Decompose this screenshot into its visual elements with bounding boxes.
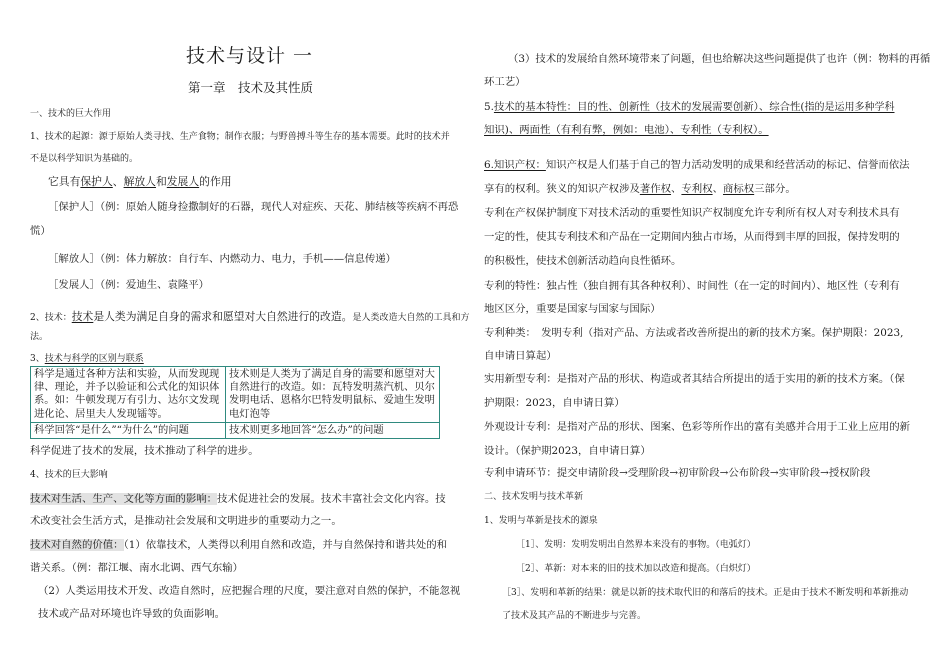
text: 它具有 <box>48 175 81 188</box>
patent-process: 专利申请环节：提交申请阶段→受理阶段→初审阶段→公布阶段→实审阶段→授权阶段 <box>484 467 871 479</box>
text: 是人类为满足自身的需求和愿望对大自然进行的改造。 <box>93 310 353 323</box>
term-develop: 发展人 <box>166 175 200 188</box>
section-heading: 一、技术的巨大作用 <box>30 109 112 119</box>
env-problem: （3）技术的发展给自然环境带来了问题，但也给解决这些问题提供了也许（例：物料的再循 <box>508 53 931 65</box>
patent-kinds-cont: 自申请日算起） <box>484 350 557 362</box>
term-patent: 专利权 <box>681 183 713 195</box>
utility-patent-cont: 护期限：2023，自申请日算） <box>484 397 625 409</box>
protect-example-cont: 慌） <box>30 225 51 237</box>
science-question-cell: 科学回答“是什么”“为什么”的问题 <box>31 422 226 438</box>
text: （1）依靠技术，人类得以利用自然和改造，并与自然保持和谐共处的和 <box>123 539 448 551</box>
ip-definition-cont <box>484 180 796 195</box>
technology-cell: 技术则是人类为了满足自身的需要和愿望对大自然进行的改造。如：瓦特发明蒸汽机、贝尔发明电话、恩格尔巴特发明鼠标、爱迪生发明电灯泡等 <box>226 367 440 423</box>
section-heading: 二、技术发明与技术革新 <box>484 492 584 502</box>
text: 、 <box>671 183 682 195</box>
science-cell: 科学是通过各种方法和实验，从而发现现律、理论，并予以验证和公式化的知识体系。如：牛顿发现万有引力、达尔文发现进化论、居里夫人发现镭等。 <box>31 367 226 423</box>
text: 指的是运用多种学科 <box>804 102 895 113</box>
definition-line <box>30 305 469 324</box>
highlight-label: 技术对生活、生产、文化等方面的影响： <box>30 493 218 505</box>
result-item-cont: 了技术及其产品的不断进步与完善。 <box>502 611 647 621</box>
text: 和 <box>155 175 167 188</box>
impact-nature-cont: 谐关系。（例：都江堰、南水北调、西气东输） <box>30 562 244 574</box>
patent-paragraph-cont: 的积极性，使技术创新活动趋向良性循环。 <box>484 255 682 267</box>
term-technology: 技术 <box>71 310 94 323</box>
promote-line: 科学促进了技术的发展，技术推动了科学的进步。 <box>30 445 259 457</box>
text: 三部分。 <box>754 183 796 195</box>
text: 、 <box>712 183 723 195</box>
impact-measure-cont: 技术或产品对环境也许导致的负面影响。 <box>38 608 226 620</box>
text: 知识产权是人们基于自己的智力活动发明的成果和经营活动的标记、信誉而依法 <box>545 159 910 171</box>
impact-life-cont: 术改变社会生活方式，是推动社会发展和文明进步的重要动力之一。 <box>30 515 342 527</box>
text: 技术的基本特性：目的性、创新性（技术的发展需要创新）、综合性( <box>493 101 805 113</box>
table-row <box>31 367 440 423</box>
patent-paragraph-cont: 一定的性，使其专利技术和产品在一定期间内独占市场，从而得到丰厚的回报，保持发明的 <box>484 231 900 243</box>
table-row <box>31 422 440 438</box>
science-tech-table <box>30 366 440 439</box>
text: 2、技术： <box>30 313 72 323</box>
text: 的作用 <box>199 175 232 188</box>
role-line <box>48 174 232 189</box>
utility-patent: 实用新型专利：是指对产品的形状、构造或者其结合所提出的适于实用的新的技术方案。（保 <box>484 373 905 385</box>
protect-example: ［保护人］（例：原始人随身捡撒制好的石器，现代人对症疾、天花、肺结核等疾病不再恐 <box>48 201 459 213</box>
text: 3、 <box>30 354 45 364</box>
patent-paragraph: 专利在产权保护制度下对技术活动的重要性知识产权制度允许专利所有权人对专利技术具有 <box>484 207 900 219</box>
paragraph-origin-cont: 不是以科学知识为基础的。 <box>30 154 139 164</box>
result-item: ［3］、发明和革新的结果：就是以新的技术取代旧的和落后的技术。正是由于技术不断发明和革新推动 <box>502 588 909 598</box>
technology-question-cell: 技术则更多地回答“怎么办”的问题 <box>226 422 440 438</box>
term-trademark: 商标权 <box>722 183 755 195</box>
innovation-item: ［2］、革新：对本来的旧的技术加以改造和提高。（白炽灯） <box>516 564 756 574</box>
chapter-heading: 第一章 技术及其性质 <box>188 80 314 95</box>
text: 5. <box>484 101 494 113</box>
basic-features-cont: 知识)、两面性（有利有弊，例如：电池）、专利性（专利权）。 <box>484 124 769 136</box>
text: 6.知识产权： <box>484 159 546 171</box>
term-liberate: 解放人 <box>123 175 156 188</box>
impact-measure: （2）人类运用技术开发、改造自然时，应把握合理的尺度，要注意对自然的保护，不能忽视 <box>38 585 461 597</box>
science-heading <box>30 351 144 364</box>
text: 技术与科学的区别与联系 <box>44 354 144 364</box>
design-patent-cont: 设计。（保护期2023，自申请日算） <box>484 445 651 457</box>
patent-features: 专利的特性：独占性（独自拥有其各种权利）、时间性（在一定的时间内）、地区性（专利有 <box>484 280 900 292</box>
invention-item: ［1］、发明：发明发明出自然界本来没有的事物。（电弧灯） <box>516 540 756 550</box>
patent-kinds: 专利种类： 发明专利（指对产品、方法或者改善所提出的新的技术方案。保护期限：2023, <box>484 327 904 339</box>
paragraph-origin: 1、技术的起源：源于原始人类寻找、生产食物；制作衣服；与野兽搏斗等生存的基本需要。此时的技术并 <box>30 132 450 142</box>
develop-example: ［发展人］（例：爱迪生、袁隆平） <box>48 279 210 291</box>
text: 是人类改造大自然的工具和方 <box>352 313 470 323</box>
text: 、 <box>112 175 124 188</box>
subsection-heading: 1、发明与革新是技术的源泉 <box>484 516 598 526</box>
patent-features-cont: 地区区分，重要是国家与国家与国际） <box>484 303 661 315</box>
impact-life <box>30 490 446 505</box>
doc-title: 技术与设计 一 <box>186 45 314 67</box>
basic-features <box>484 98 895 113</box>
term-protect: 保护人 <box>80 175 113 188</box>
text: 技术促进社会的发展。技术丰富社会文化内容。技 <box>217 493 446 505</box>
liberate-example: ［解放人］（例：体力解放：自行车、内燃动力、电力，手机——信息传递） <box>48 253 397 265</box>
ip-definition <box>484 156 910 171</box>
term-copyright: 著作权 <box>639 183 672 195</box>
design-patent: 外观设计专利：是指对产品的形状、图案、色彩等所作出的富有美感并合用于工业上应用的新 <box>484 421 911 433</box>
impact-nature <box>30 536 447 551</box>
definition-cont: 法。 <box>30 332 49 342</box>
impact-heading: 4、技术的巨大影响 <box>30 470 108 480</box>
env-problem-cont: 环工艺） <box>484 76 526 88</box>
highlight-label: 技术对自然的价值： <box>30 539 124 551</box>
text: 享有的权利。狭义的知识产权涉及 <box>484 183 640 195</box>
